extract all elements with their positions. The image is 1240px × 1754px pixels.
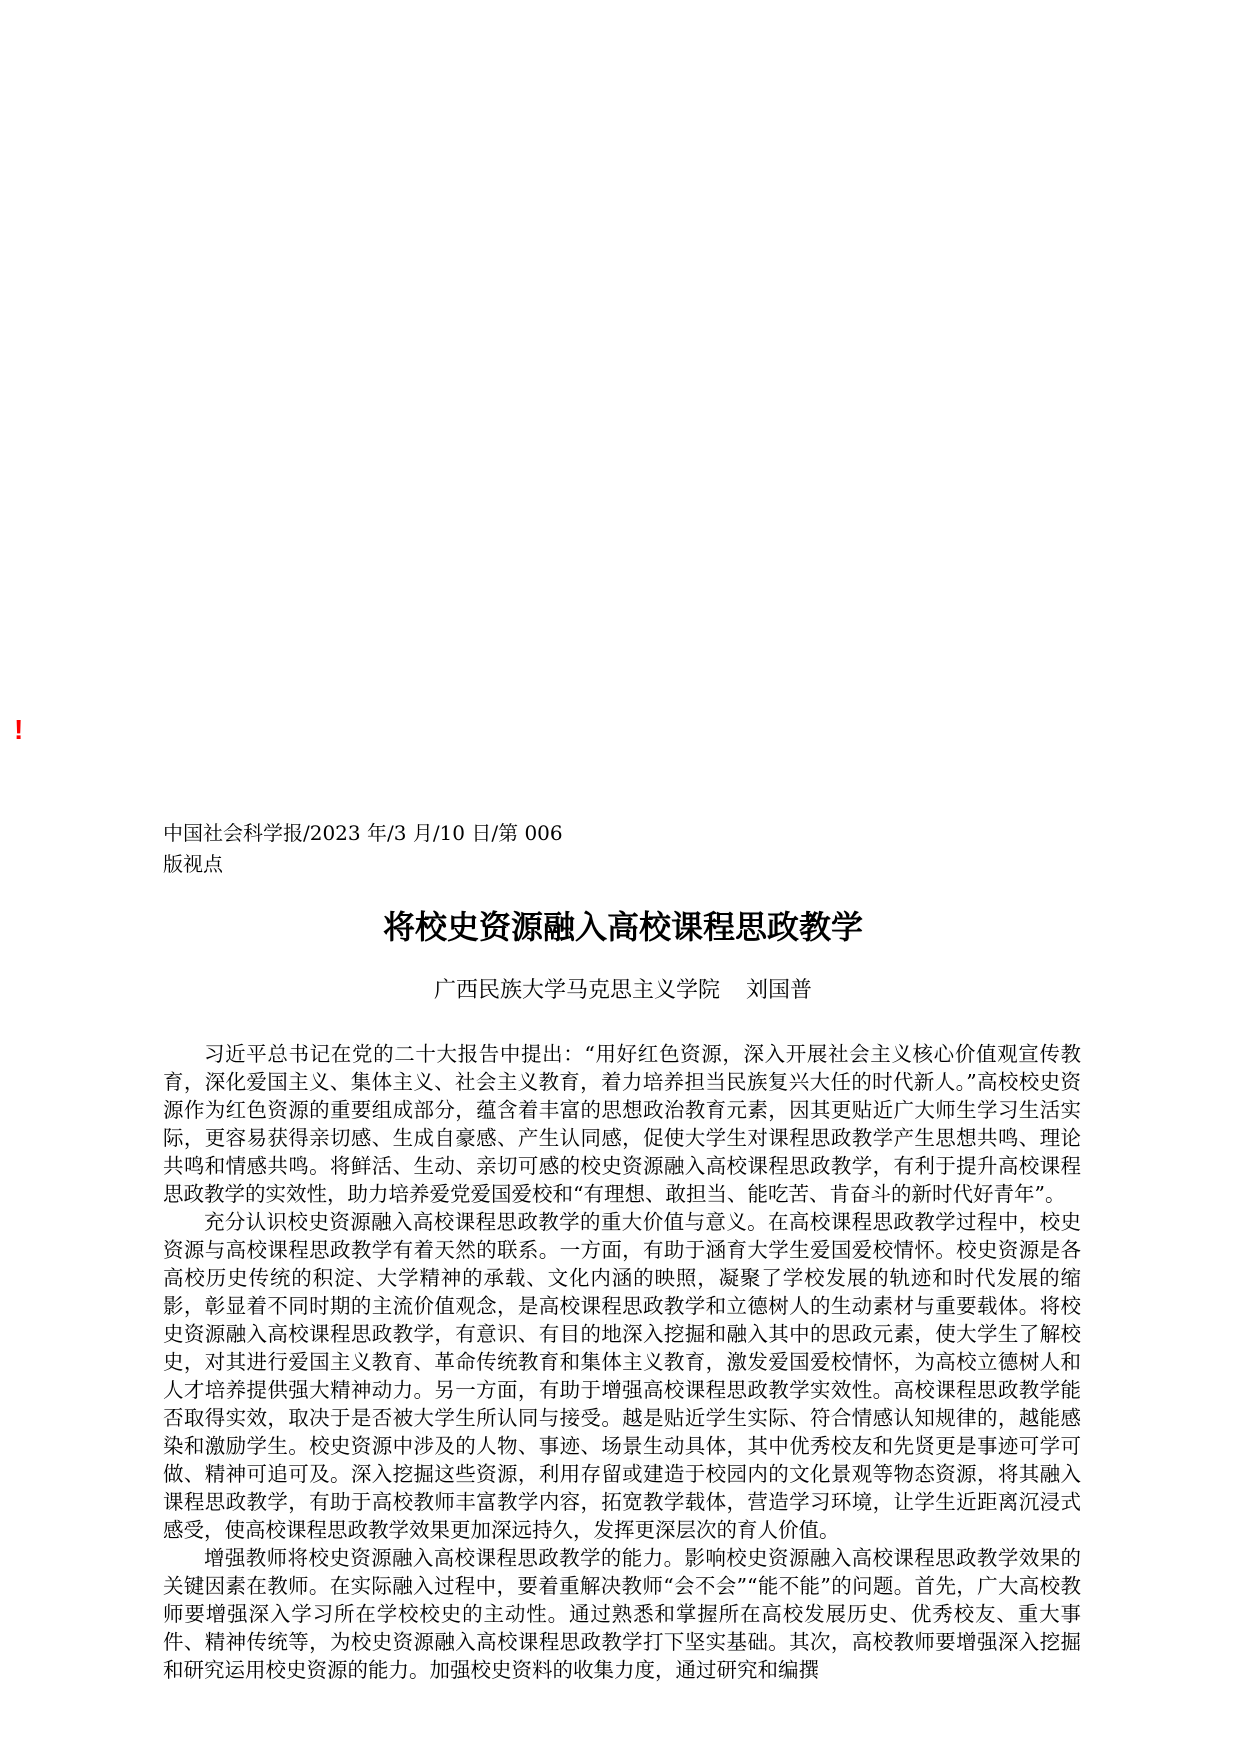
author-affiliation: 广西民族大学马克思主义学院 [433, 978, 720, 1003]
byline [163, 973, 1083, 1009]
publication-info [163, 818, 763, 880]
article-title: 将校史资源融入高校课程思政教学 [382, 908, 863, 946]
paragraph-intro: 习近平总书记在党的二十大报告中提出：“用好红色资源，深入开展社会主义核心价值观宣传教育，深化爱国主义、集体主义、社会主义教育，着力培养担当民族复兴大任的时代新人。”高校校史资源作为红色资源的重要组成部分，蕴含着丰富的思想政治教育元素，因其更贴近广大师生学习生活实际，更容易获得亲切感、生成自豪感、产生认同感，促使大学生对课程思政教学产生思想共鸣、理论共鸣和情感共鸣。将鲜活、生动、亲切可感的校史资源融入高校课程思政教学，有利于提升高校课程思政教学的实效性，助力培养爱党爱国爱校和“有理想、敢担当、能吃苦、肯奋斗的新时代好青年”。 [163, 1042, 1081, 1206]
section-line: 版视点 [163, 852, 223, 876]
author-name: 刘国普 [746, 978, 813, 1003]
red-exclamation-mark: ! [14, 714, 24, 745]
article-body [163, 1040, 1081, 1684]
paragraph-teacher-ability: 增强教师将校史资源融入高校课程思政教学的能力。影响校史资源融入高校课程思政教学效果的关键因素在教师。在实际融入过程中，要着重解决教师“会不会”“能不能”的问题。首先，广大高校教师要增强深入学习所在学校校史的主动性。通过熟悉和掌握所在高校发展历史、优秀校友、重大事件、精神传统等，为校史资源融入高校课程思政教学打下坚实基础。其次，高校教师要增强深入挖掘和研究运用校史资源的能力。加强校史资料的收集力度，通过研究和编撰 [163, 1546, 1081, 1682]
source-line: 中国社会科学报/2023 年/3 月/10 日/第 006 [163, 821, 563, 845]
paragraph-value-significance: 充分认识校史资源融入高校课程思政教学的重大价值与意义。在高校课程思政教学过程中，校史资源与高校课程思政教学有着天然的联系。一方面，有助于涵育大学生爱国爱校情怀。校史资源是各高校历史传统的积淀、大学精神的承载、文化内涵的映照，凝聚了学校发展的轨迹和时代发展的缩影，彰显着不同时期的主流价值观念，是高校课程思政教学和立德树人的生动素材与重要载体。将校史资源融入高校课程思政教学，有意识、有目的地深入挖掘和融入其中的思政元素，使大学生了解校史，对其进行爱国主义教育、革命传统教育和集体主义教育，激发爱国爱校情怀，为高校立德树人和人才培养提供强大精神动力。另一方面，有助于增强高校课程思政教学实效性。高校课程思政教学能否取得实效，取决于是否被大学生所认同与接受。越是贴近学生实际、符合情感认知规律的，越能感染和激励学生。校史资源中涉及的人物、事迹、场景生动具体，其中优秀校友和先贤更是事迹可学可做、精神可追可及。深入挖掘这些资源，利用存留或建造于校园内的文化景观等物态资源，将其融入课程思政教学，有助于高校教师丰富教学内容，拓宽教学载体，营造学习环境，让学生近距离沉浸式感受，使高校课程思政教学效果更加深远持久，发挥更深层次的育人价值。 [163, 1210, 1081, 1542]
